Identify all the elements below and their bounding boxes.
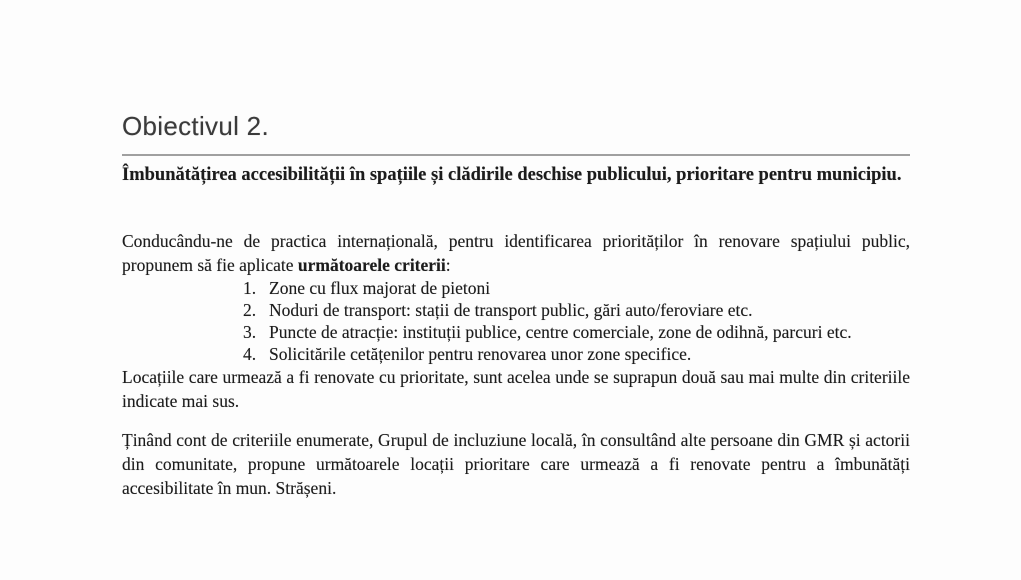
paragraph-intro xyxy=(122,229,910,277)
objective-subtitle: Îmbunătățirea accesibilității în spațiile și clădirile deschise publicului, prioritare pentru municipiu. xyxy=(122,165,902,185)
paragraph-locations: Locațiile care urmează a fi renovate cu prioritate, sunt acelea unde se suprapun două sau mai multe din criteriile indicate mai sus. xyxy=(122,367,910,411)
title-divider xyxy=(122,154,910,156)
paragraph-intro-suffix: : xyxy=(445,255,451,275)
list-item-text: Puncte de atracție: instituții publice, centre comerciale, zone de odihnă, parcuri etc. xyxy=(269,322,852,342)
list-item-text: Zone cu flux majorat de pietoni xyxy=(269,278,491,298)
list-item xyxy=(243,277,910,299)
list-item-text: Noduri de transport: stații de transport public, gări auto/feroviare etc. xyxy=(269,300,753,320)
document-content xyxy=(122,112,910,500)
list-item xyxy=(243,299,910,321)
paragraph-intro-prefix: Conducându-ne de practica internațională, pentru identificarea priorităților în renovare spațiului public, propunem să fie aplicate xyxy=(122,231,910,275)
list-item-number: 2. xyxy=(243,300,257,320)
list-item-number: 3. xyxy=(243,322,257,342)
list-item-text: Solicitările cetățenilor pentru renovarea unor zone specifice. xyxy=(269,344,692,364)
paragraph-intro-bold: următoarele criterii xyxy=(297,255,446,275)
list-item-number: 4. xyxy=(243,344,257,364)
page-title: Obiectivul 2. xyxy=(122,111,269,141)
criteria-list xyxy=(122,277,910,365)
list-item-number: 1. xyxy=(243,278,257,298)
paragraph-conclusion: Ținând cont de criteriile enumerate, Grupul de incluziune locală, în consultând alte persoane din GMR și actorii din comunitate, propune următoarele locații prioritare care urmează a fi renovate pentru a îmbunătăți accesibilitate în mun. Strășeni. xyxy=(122,430,910,498)
list-item xyxy=(243,321,910,343)
list-item xyxy=(243,343,910,365)
